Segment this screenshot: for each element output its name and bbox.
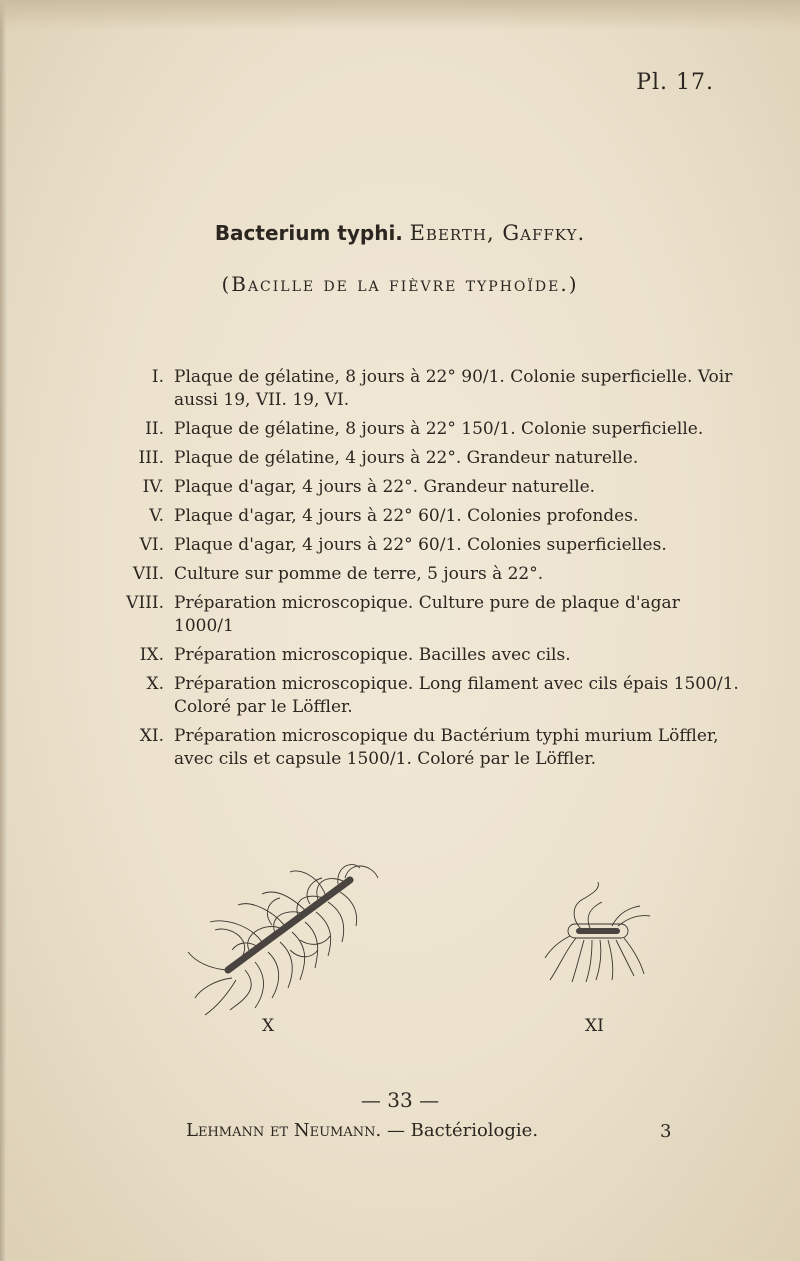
legend-item — [120, 505, 740, 528]
legend-item — [120, 476, 740, 499]
figure-xi-bacterium — [576, 928, 620, 934]
legend-number: VIII. — [126, 593, 164, 613]
legend-text: Culture sur pomme de terre, 5 jours à 22°. — [174, 564, 544, 584]
legend-text: Plaque de gélatine, 8 jours à 22° 150/1. Colonie superficielle. — [174, 419, 704, 439]
legend-item — [120, 534, 740, 557]
legend-number: II. — [145, 419, 164, 439]
legend-text: Préparation microscopique. Bacilles avec cils. — [174, 645, 571, 665]
page-binding-edge — [0, 0, 7, 1261]
footer-book-title: Bactériologie. — [410, 1120, 539, 1141]
scientific-name: Bacterium typhi. — [214, 221, 403, 245]
legend-text: Préparation microscopique. Long filament avec cils épais 1500/1. Coloré par le Löffler. — [174, 674, 739, 717]
page-number: — 33 — — [360, 1088, 440, 1112]
figure-xi-label: XI — [585, 1016, 604, 1036]
page-top-shadow — [0, 0, 800, 30]
legend-item — [120, 366, 740, 412]
figure-x-label: X — [262, 1016, 275, 1036]
legend-item — [120, 563, 740, 586]
legend-number: IX. — [139, 645, 164, 665]
figure-x-filament — [228, 880, 350, 970]
figure-drawings — [0, 830, 800, 1030]
legend-number: VI. — [139, 535, 164, 555]
legend-item — [120, 418, 740, 441]
legend-number: VII. — [132, 564, 164, 584]
figures-area — [0, 830, 800, 1036]
title-authors: Eberth, Gaffky. — [409, 221, 586, 245]
footer-authors: Lehmann et Neumann. — [186, 1120, 382, 1141]
plate-title — [0, 221, 800, 245]
legend-number: XI. — [139, 726, 164, 746]
legend-item — [120, 592, 740, 638]
plate-label: Pl. 17. — [636, 70, 714, 95]
legend-number: V. — [149, 506, 164, 526]
legend-text: Plaque de gélatine, 4 jours à 22°. Grandeur naturelle. — [174, 448, 639, 468]
legend-number: I. — [151, 367, 164, 387]
figure-legend-list — [120, 366, 740, 777]
legend-text: Plaque d'agar, 4 jours à 22° 60/1. Colonies profondes. — [174, 506, 639, 526]
plate-subtitle: (Bacille de la fièvre typhoïde.) — [221, 272, 579, 296]
legend-number: III. — [138, 448, 164, 468]
legend-text: Plaque d'agar, 4 jours à 22° 60/1. Colonies superficielles. — [174, 535, 667, 555]
footer-line — [186, 1120, 538, 1141]
legend-item — [120, 673, 740, 719]
legend-text: Plaque de gélatine, 8 jours à 22° 90/1. Colonie superficielle. Voir aussi 19, VII. 19, VI. — [174, 367, 733, 410]
legend-number: IV. — [142, 477, 164, 497]
footer-separator: — — [386, 1120, 405, 1141]
legend-text: Préparation microscopique. Culture pure de plaque d'agar 1000/1 — [174, 593, 680, 636]
signature-mark: 3 — [660, 1121, 672, 1142]
figure-x-drawing — [188, 865, 378, 1015]
legend-number: X. — [146, 674, 164, 694]
legend-item — [120, 725, 740, 771]
legend-text: Préparation microscopique du Bactérium typhi murium Löffler, avec cils et capsule 1500/1. Coloré par le Löffler. — [174, 726, 719, 769]
legend-item — [120, 447, 740, 470]
legend-text: Plaque d'agar, 4 jours à 22°. Grandeur naturelle. — [174, 477, 596, 497]
legend-item — [120, 644, 740, 667]
